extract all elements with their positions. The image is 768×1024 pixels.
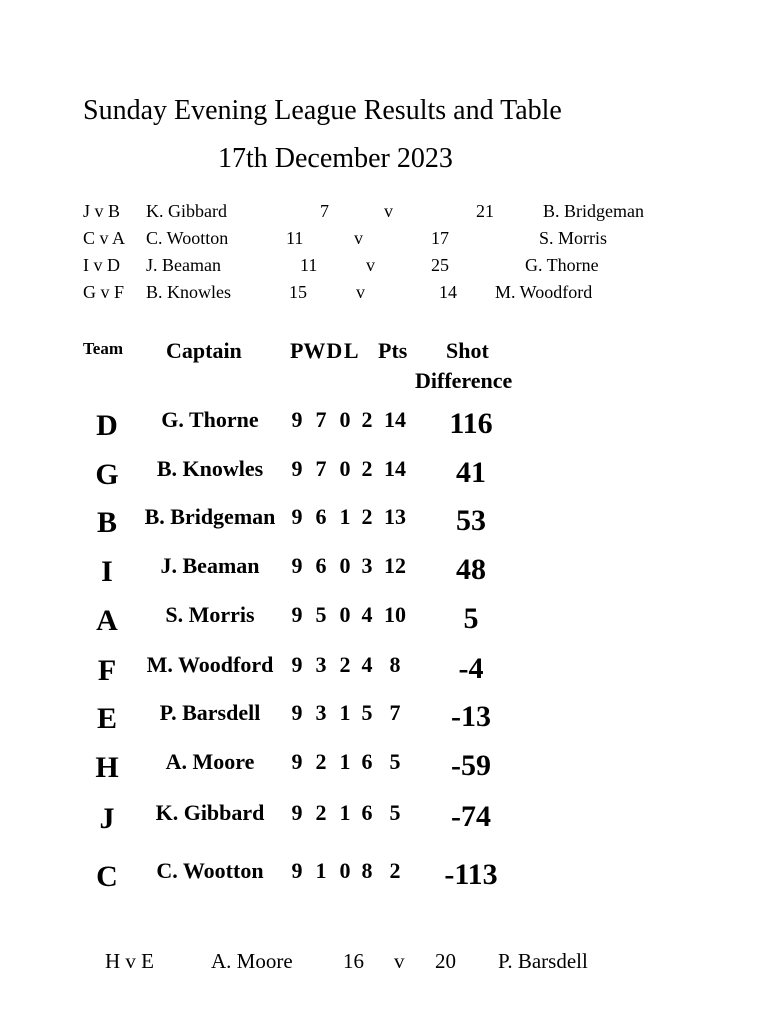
result-away-captain: S. Morris bbox=[539, 228, 608, 248]
header-team: Team bbox=[83, 339, 123, 358]
won: 2 bbox=[315, 749, 327, 774]
points: 5 bbox=[389, 749, 401, 774]
won: 6 bbox=[315, 504, 327, 529]
shot-difference: -74 bbox=[451, 800, 491, 833]
drawn: 0 bbox=[339, 407, 351, 432]
result-home-score: 16 bbox=[343, 949, 364, 973]
points: 13 bbox=[384, 504, 406, 529]
result-fixture: J v B bbox=[83, 201, 121, 221]
header-captain: Captain bbox=[166, 338, 242, 363]
captain-name: A. Moore bbox=[165, 749, 255, 774]
played: 9 bbox=[291, 700, 303, 725]
won: 5 bbox=[315, 602, 327, 627]
result-fixture: G v F bbox=[83, 282, 125, 302]
result-home-score: 11 bbox=[286, 228, 304, 248]
result-v: v bbox=[384, 201, 393, 221]
played: 9 bbox=[291, 602, 303, 627]
team-letter: B bbox=[96, 506, 117, 539]
team-letter: D bbox=[96, 409, 118, 442]
points: 2 bbox=[389, 858, 401, 883]
result-away-score: 25 bbox=[431, 255, 449, 275]
won: 7 bbox=[315, 456, 327, 481]
shot-difference: -59 bbox=[451, 749, 491, 782]
captain-name: B. Bridgeman bbox=[144, 504, 276, 529]
team-letter: G bbox=[95, 458, 119, 491]
won: 7 bbox=[315, 407, 327, 432]
played: 9 bbox=[291, 407, 303, 432]
drawn: 0 bbox=[339, 456, 351, 481]
team-letter: E bbox=[96, 702, 117, 735]
result-home-captain: A. Moore bbox=[211, 949, 293, 973]
team-letter: C bbox=[96, 860, 118, 893]
shot-difference: 53 bbox=[456, 504, 486, 537]
result-away-score: 21 bbox=[476, 201, 494, 221]
drawn: 2 bbox=[339, 652, 351, 677]
result-home-score: 7 bbox=[320, 201, 329, 221]
result-v: v bbox=[366, 255, 375, 275]
header-shot: Shot bbox=[446, 338, 489, 363]
drawn: 0 bbox=[339, 858, 351, 883]
points: 8 bbox=[389, 652, 401, 677]
team-letter: A bbox=[96, 604, 118, 637]
result-away-captain: B. Bridgeman bbox=[543, 201, 644, 221]
won: 1 bbox=[315, 858, 327, 883]
played: 9 bbox=[291, 553, 303, 578]
result-home-captain: B. Knowles bbox=[146, 282, 231, 302]
played: 9 bbox=[291, 858, 303, 883]
result-away-score: 14 bbox=[439, 282, 457, 302]
result-home-score: 11 bbox=[300, 255, 318, 275]
points: 7 bbox=[389, 700, 401, 725]
played: 9 bbox=[291, 749, 303, 774]
points: 14 bbox=[384, 407, 406, 432]
points: 10 bbox=[384, 602, 406, 627]
captain-name: B. Knowles bbox=[156, 456, 264, 481]
result-home-captain: K. Gibbard bbox=[146, 201, 227, 221]
captain-name: J. Beaman bbox=[160, 553, 260, 578]
played: 9 bbox=[291, 652, 303, 677]
header-difference: Difference bbox=[415, 368, 513, 393]
shot-difference: 116 bbox=[449, 407, 493, 440]
captain-name: C. Wootton bbox=[156, 858, 264, 883]
points: 5 bbox=[389, 800, 401, 825]
captain-name: S. Morris bbox=[165, 602, 255, 627]
drawn: 0 bbox=[339, 553, 351, 578]
result-home-captain: C. Wootton bbox=[146, 228, 229, 248]
drawn: 1 bbox=[339, 700, 351, 725]
won: 6 bbox=[315, 553, 327, 578]
result-away-captain: G. Thorne bbox=[525, 255, 599, 275]
result-away-captain: P. Barsdell bbox=[498, 949, 588, 973]
lost: 2 bbox=[361, 407, 373, 432]
shot-difference: -13 bbox=[451, 700, 491, 733]
page-title: Sunday Evening League Results and Table bbox=[83, 95, 562, 126]
points: 12 bbox=[384, 553, 406, 578]
shot-difference: -113 bbox=[444, 858, 498, 891]
result-away-captain: M. Woodford bbox=[495, 282, 593, 302]
captain-name: K. Gibbard bbox=[155, 800, 265, 825]
played: 9 bbox=[291, 456, 303, 481]
captain-name: M. Woodford bbox=[146, 652, 274, 677]
header-pwdl: P W D L bbox=[290, 338, 359, 363]
result-fixture: I v D bbox=[83, 255, 120, 275]
result-away-score: 17 bbox=[431, 228, 449, 248]
result-v: v bbox=[394, 949, 405, 973]
team-letter: F bbox=[97, 654, 117, 687]
drawn: 0 bbox=[339, 602, 351, 627]
header-pts: Pts bbox=[378, 338, 408, 363]
result-fixture: H v E bbox=[105, 949, 154, 973]
team-letter: J bbox=[99, 802, 115, 835]
lost: 2 bbox=[361, 456, 373, 481]
result-away-score: 20 bbox=[435, 949, 456, 973]
won: 3 bbox=[315, 700, 327, 725]
result-home-captain: J. Beaman bbox=[146, 255, 221, 275]
shot-difference: 41 bbox=[456, 456, 486, 489]
lost: 6 bbox=[361, 800, 373, 825]
played: 9 bbox=[291, 504, 303, 529]
team-letter: I bbox=[101, 555, 113, 588]
shot-difference: 5 bbox=[463, 602, 479, 635]
drawn: 1 bbox=[339, 749, 351, 774]
lost: 4 bbox=[361, 652, 373, 677]
lost: 3 bbox=[361, 553, 373, 578]
result-fixture: C v A bbox=[83, 228, 126, 248]
played: 9 bbox=[291, 800, 303, 825]
result-home-score: 15 bbox=[289, 282, 307, 302]
result-v: v bbox=[356, 282, 365, 302]
team-letter: H bbox=[95, 751, 119, 784]
shot-difference: -4 bbox=[458, 652, 484, 685]
drawn: 1 bbox=[339, 800, 351, 825]
lost: 5 bbox=[361, 700, 373, 725]
result-v: v bbox=[354, 228, 363, 248]
lost: 6 bbox=[361, 749, 373, 774]
shot-difference: 48 bbox=[456, 553, 486, 586]
lost: 4 bbox=[361, 602, 373, 627]
captain-name: P. Barsdell bbox=[159, 700, 261, 725]
won: 3 bbox=[315, 652, 327, 677]
won: 2 bbox=[315, 800, 327, 825]
drawn: 1 bbox=[339, 504, 351, 529]
page-date: 17th December 2023 bbox=[218, 143, 453, 174]
points: 14 bbox=[384, 456, 406, 481]
lost: 8 bbox=[361, 858, 373, 883]
lost: 2 bbox=[361, 504, 373, 529]
captain-name: G. Thorne bbox=[161, 407, 259, 432]
